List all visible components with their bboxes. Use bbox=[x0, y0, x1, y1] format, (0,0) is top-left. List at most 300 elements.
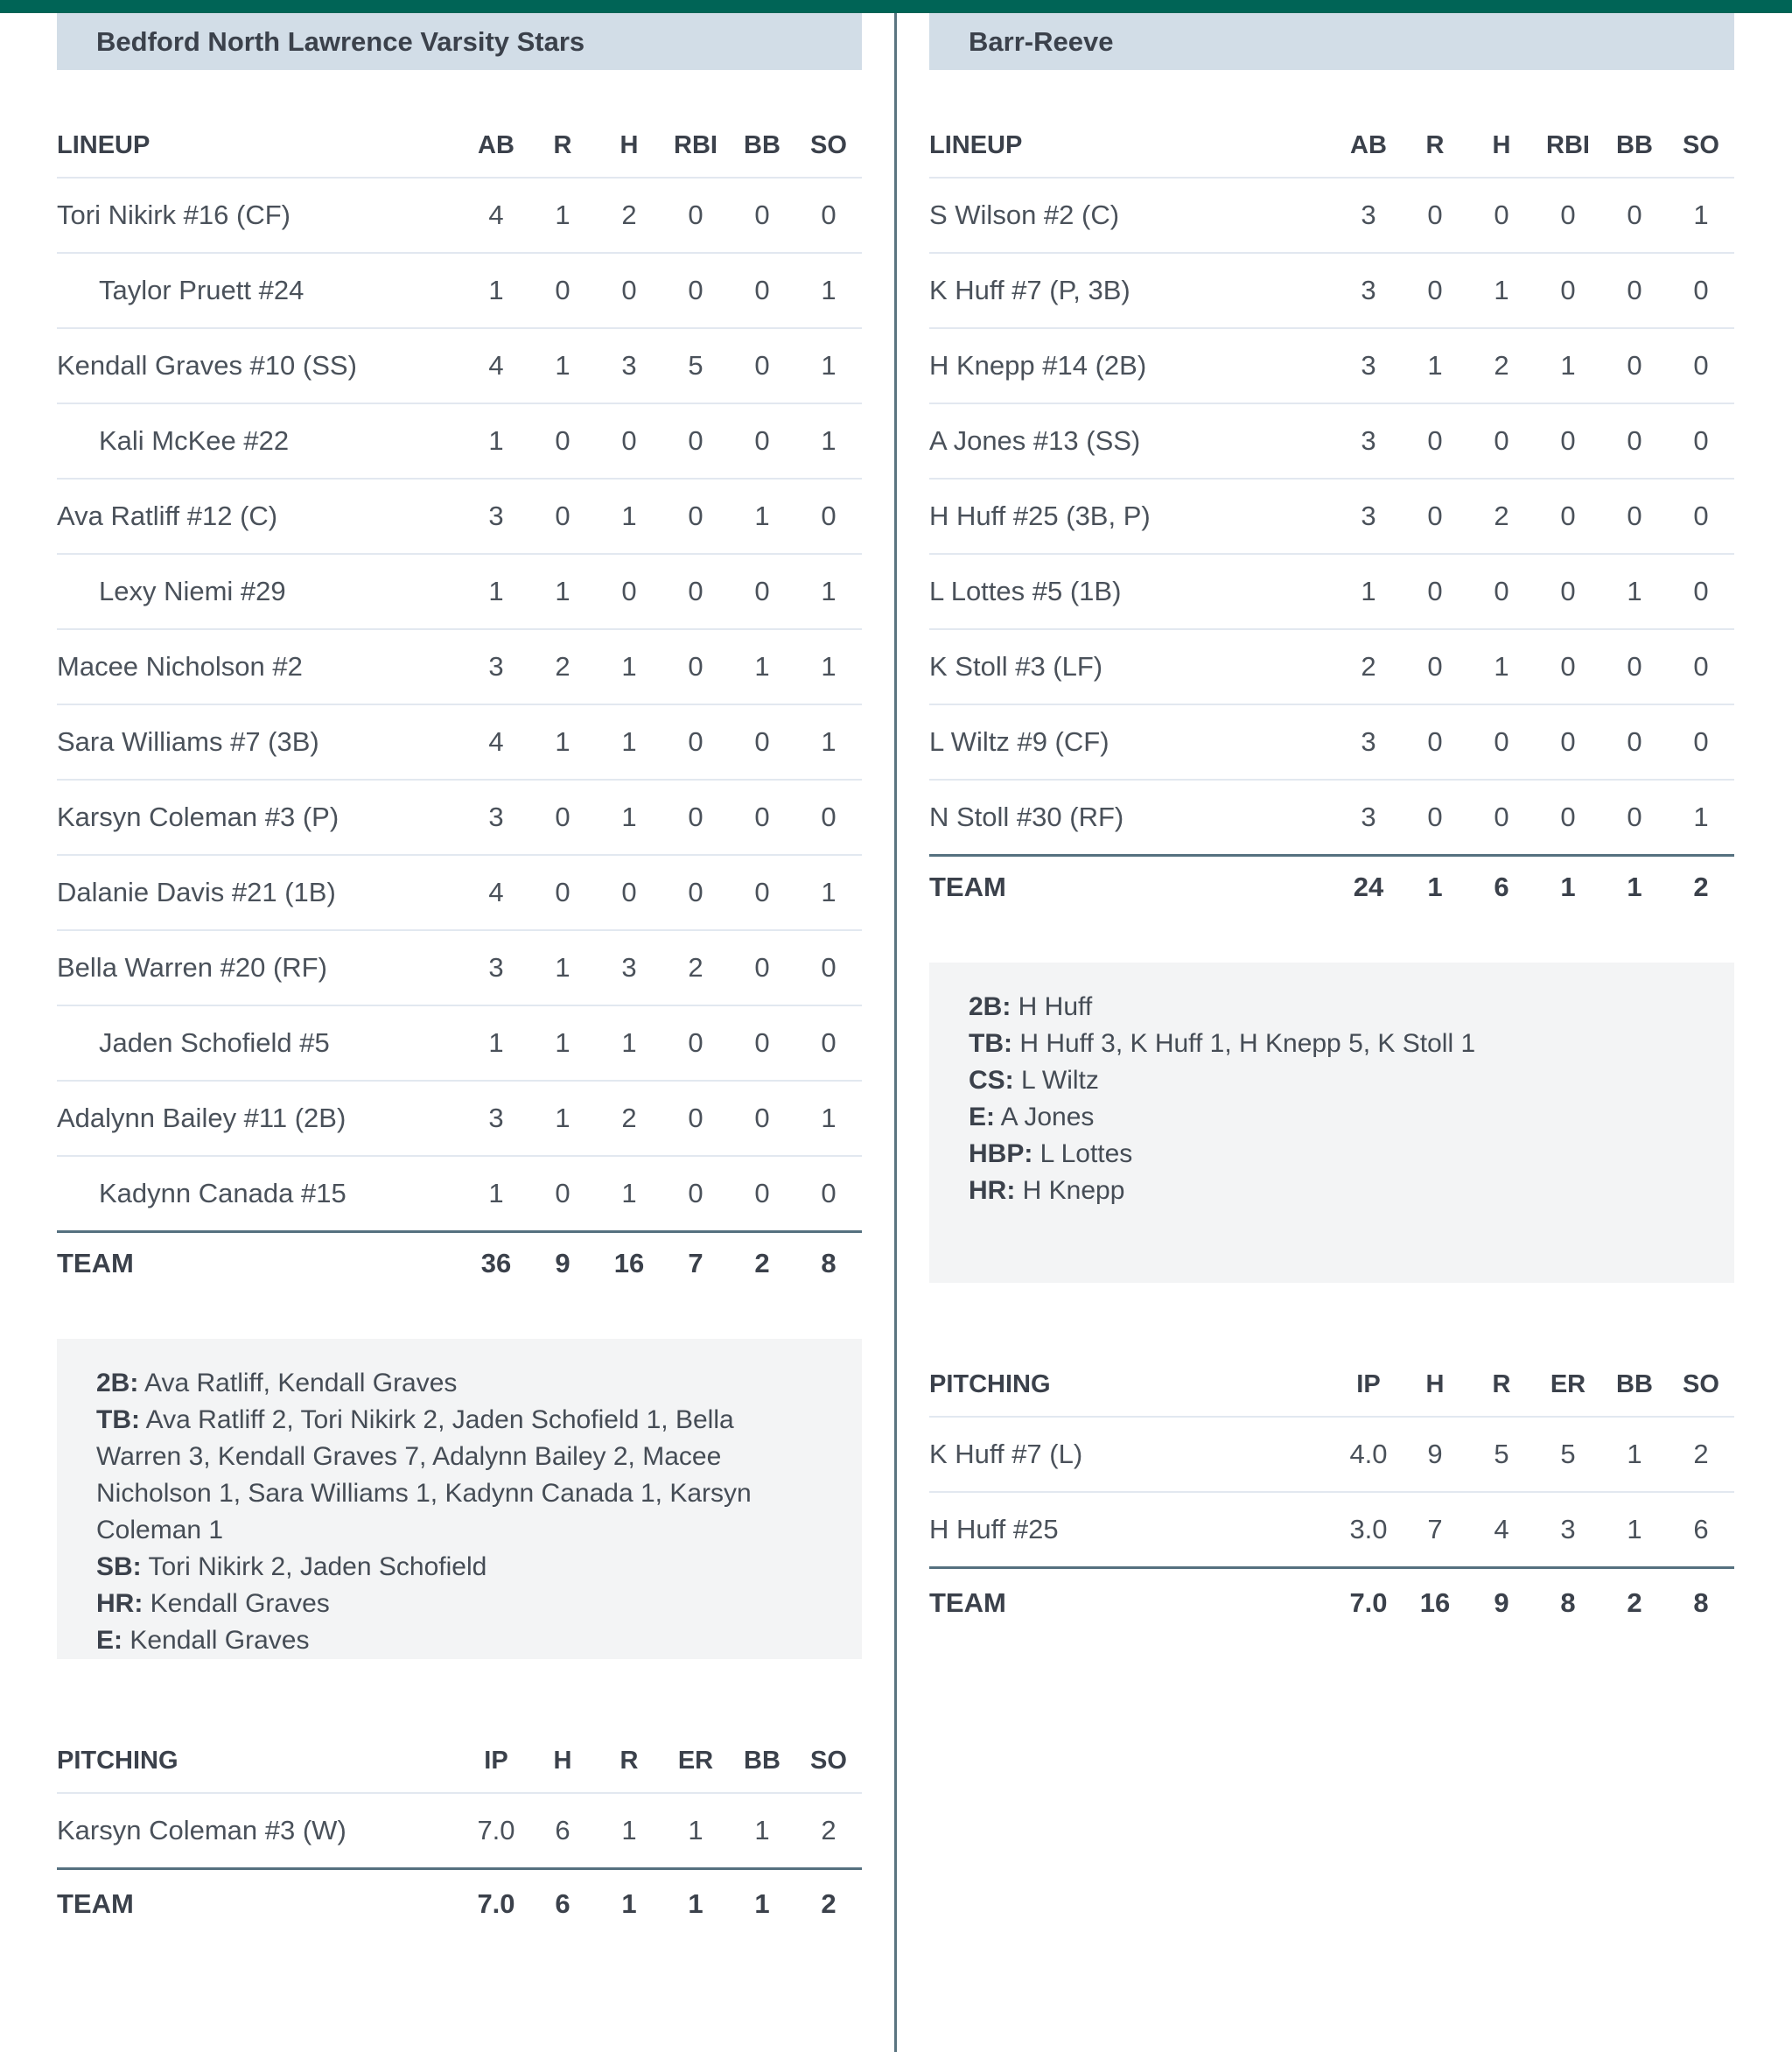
player-row bbox=[929, 629, 1734, 704]
lineup-table bbox=[929, 114, 1734, 918]
player-name: Kendall Graves #10 (SS) bbox=[57, 328, 463, 403]
stat-value: 0 bbox=[1402, 253, 1468, 328]
team-total-value: 1 bbox=[1402, 855, 1468, 918]
stat-value: 9 bbox=[1402, 1417, 1468, 1492]
team-total-value: 1 bbox=[729, 1868, 795, 1938]
stat-note-label: CS: bbox=[969, 1066, 1014, 1095]
pitching-table bbox=[929, 1353, 1734, 1637]
h-column-header: H bbox=[529, 1729, 596, 1793]
stat-value: 0 bbox=[596, 554, 662, 629]
stat-value: 3 bbox=[463, 629, 529, 704]
stat-value: 0 bbox=[1402, 479, 1468, 554]
stat-value: 1 bbox=[795, 855, 862, 930]
stat-value: 2 bbox=[1468, 479, 1535, 554]
player-name: Kali McKee #22 bbox=[57, 403, 463, 479]
team-totals-row bbox=[929, 855, 1734, 918]
stat-value: 3.0 bbox=[1349, 1513, 1388, 1544]
stat-value: 0 bbox=[1427, 801, 1443, 832]
stat-value: 3 bbox=[1361, 801, 1376, 832]
team-header bbox=[57, 13, 862, 70]
stat-value: 1 bbox=[754, 1814, 770, 1845]
r-column-header: R bbox=[1468, 1353, 1535, 1417]
team-total-value: 1 bbox=[1535, 855, 1601, 918]
team-total-value: 1 bbox=[1601, 855, 1668, 918]
stat-value: 1 bbox=[795, 554, 862, 629]
r-column-header: R bbox=[529, 114, 596, 178]
stat-value: 3 bbox=[1335, 479, 1402, 554]
stat-value: 3 bbox=[463, 780, 529, 855]
stat-value: 0 bbox=[754, 1177, 770, 1208]
box-score-columns bbox=[0, 13, 1792, 2052]
stat-value: 1 bbox=[596, 704, 662, 780]
stat-value: 0 bbox=[662, 855, 729, 930]
player-row bbox=[57, 704, 862, 780]
team-name: Barr-Reeve bbox=[969, 25, 1114, 57]
stat-value: 0 bbox=[729, 178, 795, 253]
team-total-value: 36 bbox=[463, 1231, 529, 1294]
stat-note-label: E: bbox=[96, 1626, 122, 1655]
player-name: Sara Williams #7 (3B) bbox=[57, 704, 463, 780]
stat-value: 0 bbox=[1468, 403, 1535, 479]
stat-value: 0 bbox=[688, 1177, 704, 1208]
player-name: S Wilson #2 (C) bbox=[929, 178, 1335, 253]
stat-note-text: Tori Nikirk 2, Jaden Schofield bbox=[141, 1552, 487, 1581]
stat-value: 0 bbox=[529, 253, 596, 328]
stat-value: 0 bbox=[529, 780, 596, 855]
stat-value: 1 bbox=[596, 479, 662, 554]
stat-value: 0 bbox=[1402, 178, 1468, 253]
stat-note-label: HBP: bbox=[969, 1139, 1033, 1168]
player-name: Karsyn Coleman #3 (W) bbox=[57, 1814, 346, 1845]
player-name: A Jones #13 (SS) bbox=[929, 403, 1335, 479]
team-totals-label: TEAM bbox=[57, 1231, 463, 1294]
stat-value: 1 bbox=[529, 328, 596, 403]
stat-value: 1 bbox=[688, 1814, 704, 1845]
stat-value: 0 bbox=[1668, 479, 1734, 554]
team-total-value: 16 bbox=[596, 1231, 662, 1294]
player-name: Ava Ratliff #12 (C) bbox=[57, 479, 463, 554]
stat-value: 0 bbox=[729, 855, 795, 930]
team-totals-label: TEAM bbox=[929, 1567, 1335, 1637]
stat-value: 0 bbox=[729, 1081, 795, 1156]
bb-column-header: BB bbox=[729, 1729, 795, 1793]
stat-value: 6 bbox=[555, 1814, 570, 1845]
player-row bbox=[57, 629, 862, 704]
player-row bbox=[929, 1417, 1734, 1492]
stat-value: 0 bbox=[1668, 704, 1734, 780]
player-name: H Huff #25 bbox=[929, 1513, 1059, 1544]
pitching-table bbox=[57, 1729, 862, 1938]
pitching-header-row bbox=[929, 1353, 1734, 1417]
stat-value: 0 bbox=[596, 855, 662, 930]
stat-value: 0 bbox=[1560, 801, 1576, 832]
stat-note-label: 2B: bbox=[96, 1369, 139, 1397]
stat-value: 0 bbox=[1535, 403, 1601, 479]
stat-value: 0 bbox=[1468, 554, 1535, 629]
lineup-header-row bbox=[57, 114, 862, 178]
so-column-header: SO bbox=[1668, 114, 1734, 178]
stat-value: 0 bbox=[1468, 704, 1535, 780]
stat-value: 1 bbox=[1627, 1513, 1642, 1544]
stat-value: 3 bbox=[596, 328, 662, 403]
stat-note-label: TB: bbox=[969, 1029, 1012, 1058]
team-total-value: 6 bbox=[529, 1868, 596, 1938]
stat-value: 1 bbox=[795, 403, 862, 479]
stat-value: 1 bbox=[795, 1081, 862, 1156]
stat-value: 0 bbox=[1535, 629, 1601, 704]
stat-value: 1 bbox=[529, 554, 596, 629]
stat-value: 4 bbox=[463, 855, 529, 930]
stat-note bbox=[969, 1099, 1695, 1136]
stat-note bbox=[96, 1365, 822, 1402]
stat-value: 0 bbox=[795, 1005, 862, 1081]
batting-notes-box bbox=[57, 1339, 862, 1659]
ip-column-header: IP bbox=[1335, 1353, 1402, 1417]
team-total-value: 8 bbox=[1535, 1567, 1601, 1637]
stat-value: 0 bbox=[1535, 704, 1601, 780]
stat-value: 1 bbox=[1668, 178, 1734, 253]
stat-value: 1 bbox=[529, 1005, 596, 1081]
team-totals-label: TEAM bbox=[57, 1868, 463, 1938]
home-team-column bbox=[57, 13, 862, 2052]
team-header bbox=[929, 13, 1734, 70]
stat-note bbox=[969, 989, 1695, 1026]
stat-value: 0 bbox=[1601, 704, 1668, 780]
stat-note-text: Ava Ratliff, Kendall Graves bbox=[138, 1369, 458, 1397]
er-column-header: ER bbox=[1535, 1353, 1601, 1417]
stat-value: 0 bbox=[729, 704, 795, 780]
team-totals-row bbox=[57, 1868, 862, 1938]
stat-value: 6 bbox=[1693, 1513, 1709, 1544]
pitching-column-header: PITCHING bbox=[929, 1353, 1335, 1417]
stat-value: 0 bbox=[1535, 554, 1601, 629]
stat-value: 2 bbox=[529, 629, 596, 704]
player-name: K Stoll #3 (LF) bbox=[929, 629, 1335, 704]
stat-value: 0 bbox=[795, 479, 862, 554]
stat-note bbox=[96, 1549, 822, 1586]
stat-value: 3 bbox=[463, 479, 529, 554]
stat-value: 0 bbox=[729, 780, 795, 855]
team-total-value: 9 bbox=[1468, 1567, 1535, 1637]
stat-value: 7.0 bbox=[477, 1814, 515, 1845]
stat-value: 0 bbox=[795, 178, 862, 253]
stat-value: 0 bbox=[1601, 328, 1668, 403]
bb-column-header: BB bbox=[1601, 114, 1668, 178]
stat-value: 0 bbox=[1668, 554, 1734, 629]
stat-value: 0 bbox=[662, 629, 729, 704]
stat-value: 4.0 bbox=[1335, 1417, 1402, 1492]
player-row bbox=[929, 178, 1734, 253]
stat-value: 0 bbox=[662, 704, 729, 780]
player-name: H Knepp #14 (2B) bbox=[929, 328, 1335, 403]
player-name: L Wiltz #9 (CF) bbox=[929, 704, 1335, 780]
stat-value: 3 bbox=[463, 1081, 529, 1156]
team-total-value: 16 bbox=[1402, 1567, 1468, 1637]
lineup-column-header: LINEUP bbox=[929, 114, 1335, 178]
stat-value: 1 bbox=[1468, 629, 1535, 704]
team-total-value: 2 bbox=[729, 1231, 795, 1294]
stat-value: 0 bbox=[529, 855, 596, 930]
team-total-value: 8 bbox=[795, 1231, 862, 1294]
batting-notes-box bbox=[929, 963, 1734, 1283]
player-row bbox=[57, 178, 862, 253]
player-name: Taylor Pruett #24 bbox=[57, 253, 463, 328]
stat-value: 5 bbox=[1468, 1417, 1535, 1492]
player-row bbox=[57, 930, 862, 1005]
stat-value: 1 bbox=[1402, 328, 1468, 403]
stat-value: 0 bbox=[1535, 253, 1601, 328]
stat-value: 0 bbox=[1402, 554, 1468, 629]
stat-value: 1 bbox=[795, 328, 862, 403]
team-total-value: 7 bbox=[662, 1231, 729, 1294]
team-total-value: 24 bbox=[1335, 855, 1402, 918]
player-name: Lexy Niemi #29 bbox=[57, 554, 463, 629]
top-accent-bar bbox=[0, 0, 1792, 13]
stat-note bbox=[969, 1026, 1695, 1062]
player-name: Macee Nicholson #2 bbox=[57, 629, 463, 704]
stat-note-label: 2B: bbox=[969, 992, 1012, 1021]
player-row bbox=[929, 704, 1734, 780]
team-total-value: 7.0 bbox=[463, 1868, 529, 1938]
stat-value: 0 bbox=[662, 780, 729, 855]
stat-value: 0 bbox=[729, 253, 795, 328]
player-row bbox=[57, 780, 862, 855]
r-column-header: R bbox=[1402, 114, 1468, 178]
lineup-table bbox=[57, 114, 862, 1294]
h-column-header: H bbox=[1402, 1353, 1468, 1417]
stat-value: 0 bbox=[1402, 704, 1468, 780]
stat-note-text: H Knepp bbox=[1015, 1176, 1125, 1205]
stat-value: 0 bbox=[1601, 629, 1668, 704]
stat-value: 1 bbox=[1468, 253, 1535, 328]
stat-value: 0 bbox=[729, 930, 795, 1005]
stat-value: 1 bbox=[621, 1814, 637, 1845]
team-total-value: 1 bbox=[662, 1868, 729, 1938]
stat-value: 1 bbox=[621, 1177, 637, 1208]
stat-value: 0 bbox=[662, 178, 729, 253]
substitute-row bbox=[57, 1156, 862, 1231]
stat-value: 0 bbox=[1468, 178, 1535, 253]
ip-column-header: IP bbox=[463, 1729, 529, 1793]
player-name: Jaden Schofield #5 bbox=[57, 1005, 463, 1081]
rbi-column-header: RBI bbox=[662, 114, 729, 178]
er-column-header: ER bbox=[662, 1729, 729, 1793]
team-total-value: 2 bbox=[1668, 855, 1734, 918]
stat-value: 2 bbox=[1468, 328, 1535, 403]
player-name: K Huff #7 (L) bbox=[929, 1417, 1335, 1492]
stat-value: 3 bbox=[1335, 704, 1402, 780]
stat-value: 3 bbox=[1335, 328, 1402, 403]
stat-value: 3 bbox=[463, 930, 529, 1005]
so-column-header: SO bbox=[795, 1729, 862, 1793]
stat-note-label: SB: bbox=[96, 1552, 142, 1581]
stat-value: 1 bbox=[596, 629, 662, 704]
h-column-header: H bbox=[596, 114, 662, 178]
stat-value: 0 bbox=[1668, 253, 1734, 328]
lineup-header-row bbox=[929, 114, 1734, 178]
player-row bbox=[929, 554, 1734, 629]
player-name: Tori Nikirk #16 (CF) bbox=[57, 178, 463, 253]
stat-value: 3 bbox=[1560, 1513, 1576, 1544]
team-total-value: 6 bbox=[1468, 855, 1535, 918]
h-column-header: H bbox=[1468, 114, 1535, 178]
stat-value: 1 bbox=[529, 1081, 596, 1156]
stat-value: 0 bbox=[555, 1177, 570, 1208]
stat-note-text: Kendall Graves bbox=[122, 1626, 310, 1655]
team-total-value: 2 bbox=[1601, 1567, 1668, 1637]
stat-value: 1 bbox=[463, 253, 529, 328]
stat-value: 0 bbox=[1601, 479, 1668, 554]
stat-value: 0 bbox=[1494, 801, 1509, 832]
stat-value: 0 bbox=[662, 1081, 729, 1156]
team-total-value: 7.0 bbox=[1335, 1567, 1402, 1637]
stat-value: 0 bbox=[1535, 178, 1601, 253]
stat-value: 3 bbox=[1335, 253, 1402, 328]
player-row bbox=[929, 780, 1734, 855]
stat-note bbox=[969, 1062, 1695, 1099]
substitute-row bbox=[57, 1005, 862, 1081]
stat-value: 1 bbox=[463, 1005, 529, 1081]
stat-note bbox=[96, 1586, 822, 1622]
stat-value: 0 bbox=[729, 1005, 795, 1081]
stat-value: 0 bbox=[662, 253, 729, 328]
stat-note-text: H Huff bbox=[1011, 992, 1093, 1021]
player-name: Dalanie Davis #21 (1B) bbox=[57, 855, 463, 930]
stat-value: 1 bbox=[1535, 328, 1601, 403]
stat-value: 0 bbox=[1601, 403, 1668, 479]
stat-value: 0 bbox=[795, 930, 862, 1005]
stat-value: 4 bbox=[463, 704, 529, 780]
stat-value: 1 bbox=[729, 629, 795, 704]
player-row bbox=[929, 479, 1734, 554]
stat-value: 2 bbox=[596, 1081, 662, 1156]
ab-column-header: AB bbox=[1335, 114, 1402, 178]
rbi-column-header: RBI bbox=[1535, 114, 1601, 178]
stat-value: 1 bbox=[729, 479, 795, 554]
stat-note bbox=[96, 1402, 822, 1549]
stat-value: 0 bbox=[1535, 479, 1601, 554]
stat-value: 0 bbox=[662, 1005, 729, 1081]
stat-value: 0 bbox=[529, 403, 596, 479]
player-row bbox=[929, 1492, 1734, 1567]
stat-value: 5 bbox=[1535, 1417, 1601, 1492]
ab-column-header: AB bbox=[463, 114, 529, 178]
pitching-header-row bbox=[57, 1729, 862, 1793]
stat-value: 0 bbox=[795, 780, 862, 855]
stat-value: 0 bbox=[1668, 629, 1734, 704]
stat-value: 2 bbox=[821, 1814, 836, 1845]
substitute-row bbox=[57, 253, 862, 328]
team-total-value: 1 bbox=[596, 1868, 662, 1938]
stat-value: 0 bbox=[596, 403, 662, 479]
stat-note-text: Kendall Graves bbox=[143, 1589, 330, 1618]
stat-note bbox=[96, 1622, 822, 1659]
stat-value: 2 bbox=[596, 178, 662, 253]
substitute-row bbox=[57, 554, 862, 629]
stat-value: 1 bbox=[596, 1005, 662, 1081]
stat-note-label: HR: bbox=[969, 1176, 1016, 1205]
team-total-value: 9 bbox=[529, 1231, 596, 1294]
player-row bbox=[57, 855, 862, 930]
stat-note-text: A Jones bbox=[995, 1103, 1095, 1131]
bb-column-header: BB bbox=[729, 114, 795, 178]
team-total-value: 8 bbox=[1668, 1567, 1734, 1637]
player-name: Bella Warren #20 (RF) bbox=[57, 930, 463, 1005]
r-column-header: R bbox=[596, 1729, 662, 1793]
player-name: H Huff #25 (3B, P) bbox=[929, 479, 1335, 554]
player-name: N Stoll #30 (RF) bbox=[929, 801, 1124, 832]
player-row bbox=[57, 1081, 862, 1156]
stat-note bbox=[969, 1173, 1695, 1209]
player-row bbox=[929, 403, 1734, 479]
so-column-header: SO bbox=[1668, 1353, 1734, 1417]
column-divider bbox=[894, 13, 897, 2052]
away-team-column bbox=[929, 13, 1734, 2052]
stat-value: 4 bbox=[463, 178, 529, 253]
stat-value: 0 bbox=[596, 253, 662, 328]
player-row bbox=[57, 328, 862, 403]
stat-value: 0 bbox=[662, 554, 729, 629]
player-row bbox=[929, 253, 1734, 328]
stat-note-text: Ava Ratliff 2, Tori Nikirk 2, Jaden Schofield 1, Bella Warren 3, Kendall Graves 7, Adalynn Bailey 2, Macee Nicholson 1, Sara Williams 1, Kadynn Canada 1, Karsyn Coleman 1 bbox=[96, 1405, 752, 1544]
player-name: K Huff #7 (P, 3B) bbox=[929, 253, 1335, 328]
stat-value: 0 bbox=[662, 479, 729, 554]
stat-note-label: TB: bbox=[96, 1405, 140, 1434]
stat-value: 2 bbox=[1335, 629, 1402, 704]
player-row bbox=[57, 479, 862, 554]
stat-value: 1 bbox=[463, 554, 529, 629]
stat-note bbox=[969, 1136, 1695, 1173]
stat-value: 0 bbox=[1402, 629, 1468, 704]
stat-value: 1 bbox=[463, 403, 529, 479]
stat-value: 1 bbox=[1601, 1417, 1668, 1492]
stat-value: 1 bbox=[1335, 554, 1402, 629]
stat-value: 7 bbox=[1427, 1513, 1443, 1544]
stat-value: 0 bbox=[729, 403, 795, 479]
stat-value: 1 bbox=[529, 930, 596, 1005]
stat-note-label: HR: bbox=[96, 1589, 144, 1618]
stat-note-label: E: bbox=[969, 1103, 995, 1131]
stat-value: 0 bbox=[729, 328, 795, 403]
stat-value: 0 bbox=[729, 554, 795, 629]
team-totals-label: TEAM bbox=[929, 855, 1335, 918]
player-name: Karsyn Coleman #3 (P) bbox=[57, 780, 463, 855]
player-row bbox=[929, 328, 1734, 403]
lineup-column-header: LINEUP bbox=[57, 114, 463, 178]
stat-note-text: H Huff 3, K Huff 1, H Knepp 5, K Stoll 1 bbox=[1012, 1029, 1476, 1058]
player-name: L Lottes #5 (1B) bbox=[929, 554, 1335, 629]
stat-value: 0 bbox=[1668, 403, 1734, 479]
bb-column-header: BB bbox=[1601, 1353, 1668, 1417]
stat-value: 1 bbox=[529, 178, 596, 253]
player-name: Kadynn Canada #15 bbox=[99, 1177, 346, 1208]
stat-value: 1 bbox=[795, 253, 862, 328]
player-row bbox=[57, 1793, 862, 1868]
stat-value: 1 bbox=[795, 704, 862, 780]
team-totals-row bbox=[57, 1231, 862, 1294]
stat-value: 0 bbox=[821, 1177, 836, 1208]
stat-value: 3 bbox=[1335, 178, 1402, 253]
stat-value: 1 bbox=[795, 629, 862, 704]
stat-value: 0 bbox=[1601, 178, 1668, 253]
stat-value: 0 bbox=[1402, 403, 1468, 479]
stat-value: 3 bbox=[1335, 403, 1402, 479]
stat-value: 0 bbox=[1627, 801, 1642, 832]
stat-value: 0 bbox=[529, 479, 596, 554]
stat-value: 3 bbox=[596, 930, 662, 1005]
so-column-header: SO bbox=[795, 114, 862, 178]
substitute-row bbox=[57, 403, 862, 479]
